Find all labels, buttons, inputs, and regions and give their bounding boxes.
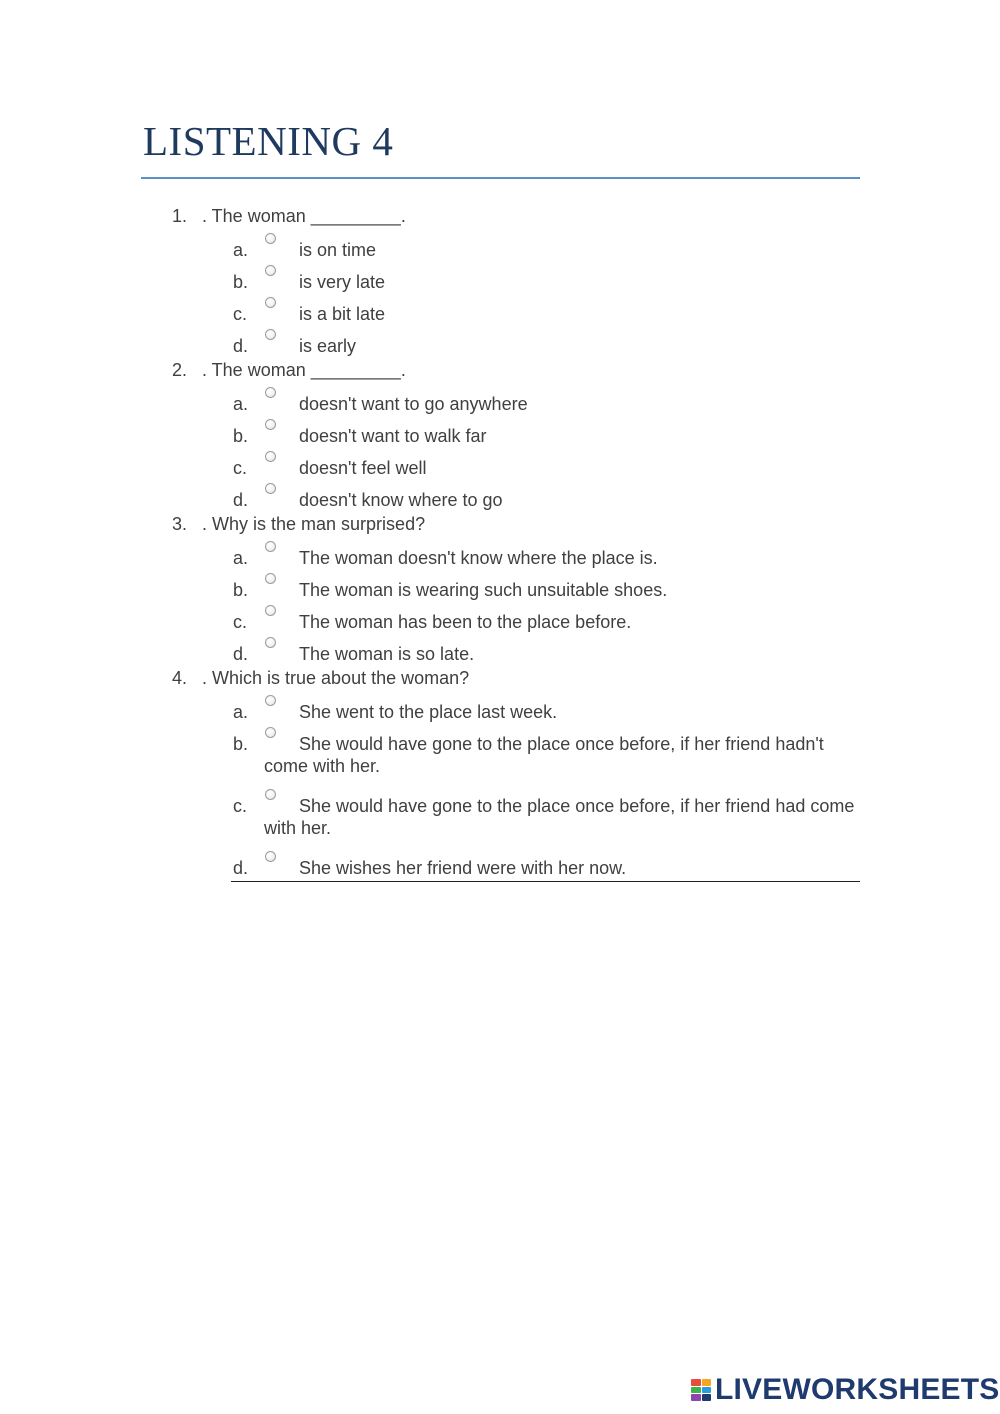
option-4a <box>0 691 1000 723</box>
radio-button[interactable] <box>265 329 276 340</box>
radio-button[interactable] <box>265 265 276 276</box>
option-text: The woman is wearing such unsuitable shoes. <box>299 580 668 600</box>
option-3c <box>0 601 1000 633</box>
option-list <box>0 383 1000 511</box>
radio-button[interactable] <box>265 419 276 430</box>
option-text: doesn't want to go anywhere <box>299 394 528 414</box>
option-3b <box>0 569 1000 601</box>
option-list <box>0 537 1000 665</box>
option-text: doesn't know where to go <box>299 490 503 510</box>
logo-block <box>691 1394 701 1401</box>
option-text: doesn't feel well <box>299 458 427 478</box>
logo-block <box>702 1379 712 1386</box>
option-letter: c. <box>233 304 248 324</box>
question-1 <box>0 203 1000 357</box>
question-number: 4. <box>172 668 188 688</box>
question-prompt: . Which is true about the woman? <box>202 668 470 688</box>
option-2b <box>0 415 1000 447</box>
radio-button[interactable] <box>265 727 276 738</box>
page-title: LISTENING 4 <box>143 118 394 164</box>
radio-button[interactable] <box>265 233 276 244</box>
option-letter: c. <box>233 796 248 816</box>
radio-button[interactable] <box>265 605 276 616</box>
question-3 <box>0 511 1000 665</box>
option-4c <box>0 785 1000 847</box>
title-divider <box>141 177 860 179</box>
liveworksheets-brand <box>691 1374 1000 1406</box>
radio-button[interactable] <box>265 483 276 494</box>
radio-button[interactable] <box>265 851 276 862</box>
option-letter: c. <box>233 458 248 478</box>
option-letter: b. <box>233 580 249 600</box>
option-2d <box>0 479 1000 511</box>
question-list <box>0 203 1000 882</box>
question-number: 3. <box>172 514 188 534</box>
option-3d <box>0 633 1000 665</box>
option-text: is early <box>299 336 357 356</box>
question-2 <box>0 357 1000 511</box>
option-letter: a. <box>233 548 249 568</box>
radio-button[interactable] <box>265 541 276 552</box>
option-letter: d. <box>233 644 249 664</box>
option-1d <box>0 325 1000 357</box>
option-1b <box>0 261 1000 293</box>
option-4b <box>0 723 1000 785</box>
option-letter: a. <box>233 240 249 260</box>
option-text: doesn't want to walk far <box>299 426 487 446</box>
option-letter: b. <box>233 272 249 292</box>
option-text: She wishes her friend were with her now. <box>299 858 627 878</box>
logo-block <box>702 1394 712 1401</box>
radio-button[interactable] <box>265 451 276 462</box>
question-number: 2. <box>172 360 188 380</box>
option-text: She would have gone to the place once before, if her friend had come with her. <box>264 796 855 838</box>
option-letter: c. <box>233 612 248 632</box>
option-list <box>0 691 1000 882</box>
option-letter: b. <box>233 426 249 446</box>
option-text: The woman doesn't know where the place is. <box>299 548 658 568</box>
radio-button[interactable] <box>265 789 276 800</box>
logo-block <box>702 1387 712 1394</box>
radio-button[interactable] <box>265 387 276 398</box>
question-prompt: . The woman _________. <box>202 206 406 226</box>
logo-block <box>691 1387 701 1394</box>
option-letter: d. <box>233 336 249 356</box>
option-list <box>0 229 1000 357</box>
option-text: is a bit late <box>299 304 386 324</box>
option-text: She would have gone to the place once before, if her friend hadn't come with her. <box>264 734 824 776</box>
radio-button[interactable] <box>265 297 276 308</box>
option-3a <box>0 537 1000 569</box>
option-text: is very late <box>299 272 386 292</box>
option-letter: b. <box>233 734 249 754</box>
option-1a <box>0 229 1000 261</box>
option-text: is on time <box>299 240 377 260</box>
radio-button[interactable] <box>265 695 276 706</box>
option-letter: a. <box>233 394 249 414</box>
brand-name: LIVEWORKSHEETS <box>715 1373 1000 1406</box>
option-2c <box>0 447 1000 479</box>
option-2a <box>0 383 1000 415</box>
liveworksheets-logo-icon <box>691 1379 711 1401</box>
option-letter: d. <box>233 858 249 878</box>
question-prompt: . The woman _________. <box>202 360 406 380</box>
question-number: 1. <box>172 206 188 226</box>
option-text: She went to the place last week. <box>299 702 558 722</box>
option-4d <box>231 847 860 882</box>
logo-block <box>691 1379 701 1386</box>
question-prompt: . Why is the man surprised? <box>202 514 426 534</box>
question-4 <box>0 665 1000 882</box>
option-text: The woman has been to the place before. <box>299 612 632 632</box>
radio-button[interactable] <box>265 637 276 648</box>
option-1c <box>0 293 1000 325</box>
option-letter: a. <box>233 702 249 722</box>
option-letter: d. <box>233 490 249 510</box>
radio-button[interactable] <box>265 573 276 584</box>
option-text: The woman is so late. <box>299 644 475 664</box>
